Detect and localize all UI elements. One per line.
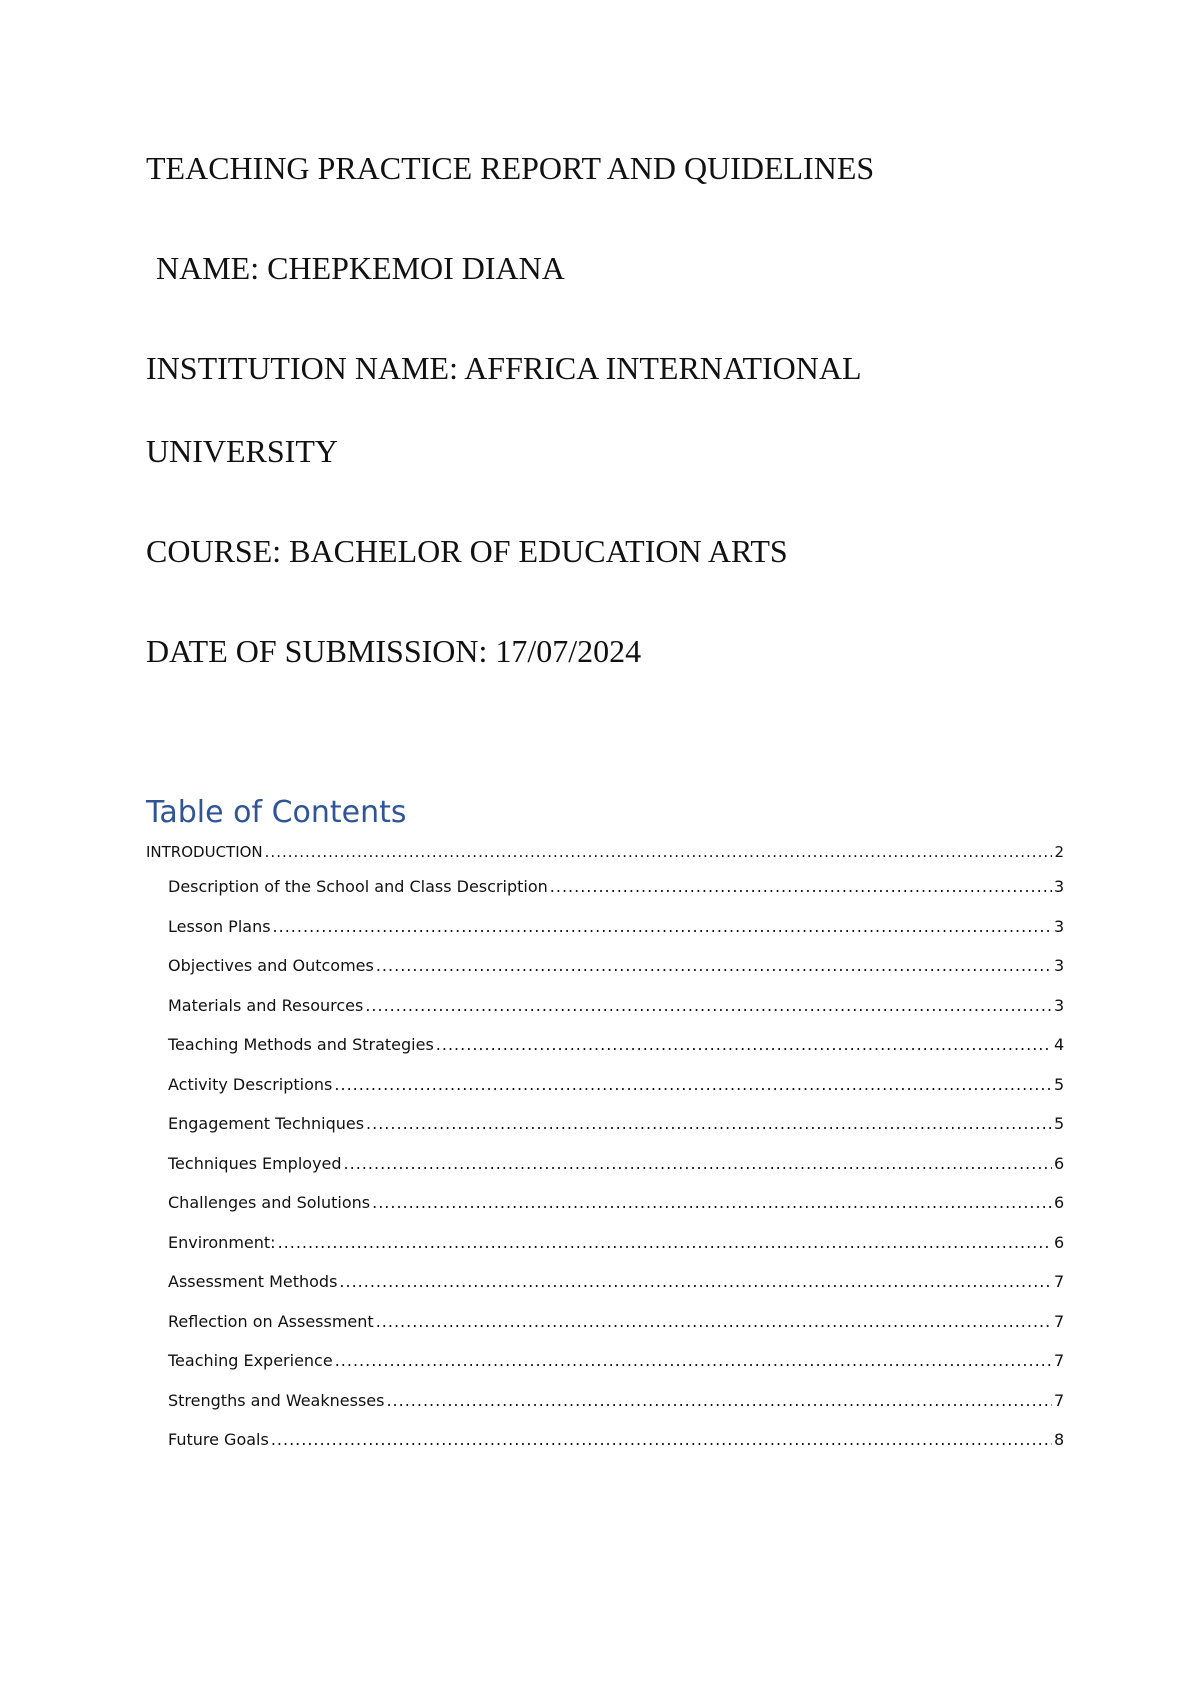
- course-name: COURSE: BACHELOR OF EDUCATION ARTS: [146, 533, 788, 569]
- toc-dot-leader: [365, 986, 1052, 1026]
- toc-entry-text: Lesson Plans: [168, 916, 271, 936]
- toc-entry[interactable]: [146, 986, 1064, 1026]
- toc-entry[interactable]: [146, 837, 1064, 867]
- toc-entry-page: 7: [1054, 1390, 1065, 1410]
- toc-entry[interactable]: [146, 1025, 1064, 1065]
- toc-dot-leader: [386, 1381, 1052, 1421]
- toc-entry-page: 6: [1054, 1193, 1065, 1212]
- submission-date: DATE OF SUBMISSION: 17/07/2024: [146, 633, 642, 669]
- toc-entry-text: Objectives and Outcomes: [168, 956, 374, 975]
- toc-dot-leader: [376, 946, 1052, 986]
- institution-name-line-1: INSTITUTION NAME: AFFRICA INTERNATIONAL: [146, 350, 862, 386]
- toc-entry-page: 4: [1054, 1035, 1065, 1054]
- toc-entry-page: 7: [1054, 1272, 1065, 1291]
- toc-entry[interactable]: [146, 1302, 1064, 1342]
- toc-entry[interactable]: [146, 1381, 1064, 1421]
- toc-entry-page: 8: [1054, 1430, 1065, 1449]
- toc-entry-page: 6: [1054, 1153, 1065, 1173]
- toc-entry[interactable]: [146, 946, 1064, 986]
- toc-entry-page: 5: [1054, 1074, 1065, 1094]
- toc-entry-page: 3: [1054, 916, 1065, 936]
- toc-entry-text: Future Goals: [168, 1430, 269, 1449]
- toc-entry-text: Strengths and Weaknesses: [168, 1390, 385, 1410]
- toc-entry-page: 5: [1054, 1114, 1065, 1133]
- toc-entry-text: Environment:: [168, 1232, 276, 1252]
- toc-entry[interactable]: [146, 1420, 1064, 1460]
- toc-dot-leader: [271, 1420, 1052, 1460]
- toc-entry-text: Description of the School and Class Description: [168, 877, 548, 896]
- toc-dot-leader: [339, 1262, 1052, 1302]
- toc-entry[interactable]: [146, 867, 1064, 907]
- toc-entry-text: Materials and Resources: [168, 995, 364, 1015]
- toc-entry[interactable]: [146, 1223, 1064, 1263]
- toc-entry-text: Reflection on Assessment: [168, 1311, 374, 1331]
- toc-dot-leader: [265, 837, 1052, 867]
- toc-entry-text: Techniques Employed: [168, 1153, 342, 1173]
- institution-name-line-2: UNIVERSITY: [146, 433, 338, 469]
- toc-entry[interactable]: [146, 1341, 1064, 1381]
- toc-dot-leader: [334, 1065, 1052, 1105]
- toc-dot-leader: [278, 1223, 1052, 1263]
- toc-heading: Table of Contents: [146, 795, 407, 830]
- toc-dot-leader: [273, 907, 1052, 947]
- toc-entry[interactable]: [146, 1183, 1064, 1223]
- toc-dot-leader: [376, 1302, 1052, 1342]
- toc-entry[interactable]: [146, 1104, 1064, 1144]
- report-title: TEACHING PRACTICE REPORT AND QUIDELINES: [146, 150, 875, 186]
- toc-entry-text: Teaching Methods and Strategies: [168, 1035, 434, 1054]
- toc-dot-leader: [436, 1025, 1052, 1065]
- toc-dot-leader: [372, 1183, 1052, 1223]
- toc-entry-text: Engagement Techniques: [168, 1114, 365, 1133]
- toc-entry[interactable]: [146, 1144, 1064, 1184]
- toc-entry-text: Activity Descriptions: [168, 1074, 333, 1094]
- toc-dot-leader: [344, 1144, 1052, 1184]
- toc-entry-page: 7: [1054, 1311, 1065, 1331]
- toc-entry-page: 3: [1054, 877, 1065, 896]
- toc-entry-text: Teaching Experience: [168, 1351, 333, 1370]
- toc-dot-leader: [335, 1341, 1052, 1381]
- toc-dot-leader: [550, 867, 1052, 907]
- toc-entry-text: Challenges and Solutions: [168, 1193, 371, 1212]
- toc-entry[interactable]: [146, 907, 1064, 947]
- toc-entry[interactable]: [146, 1065, 1064, 1105]
- toc-list: [146, 837, 1064, 1460]
- toc-entry-page: 7: [1054, 1351, 1065, 1370]
- toc-entry-page: 3: [1054, 956, 1065, 975]
- toc-entry-text: Assessment Methods: [168, 1272, 338, 1291]
- toc-entry-page: 6: [1054, 1232, 1065, 1252]
- toc-entry-text: INTRODUCTION: [146, 843, 263, 861]
- table-of-contents: [146, 795, 1064, 1460]
- toc-entry-page: 2: [1054, 843, 1064, 861]
- toc-entry-page: 3: [1054, 995, 1065, 1015]
- toc-entry[interactable]: [146, 1262, 1064, 1302]
- toc-dot-leader: [366, 1104, 1052, 1144]
- student-name: NAME: CHEPKEMOI DIANA: [156, 250, 565, 286]
